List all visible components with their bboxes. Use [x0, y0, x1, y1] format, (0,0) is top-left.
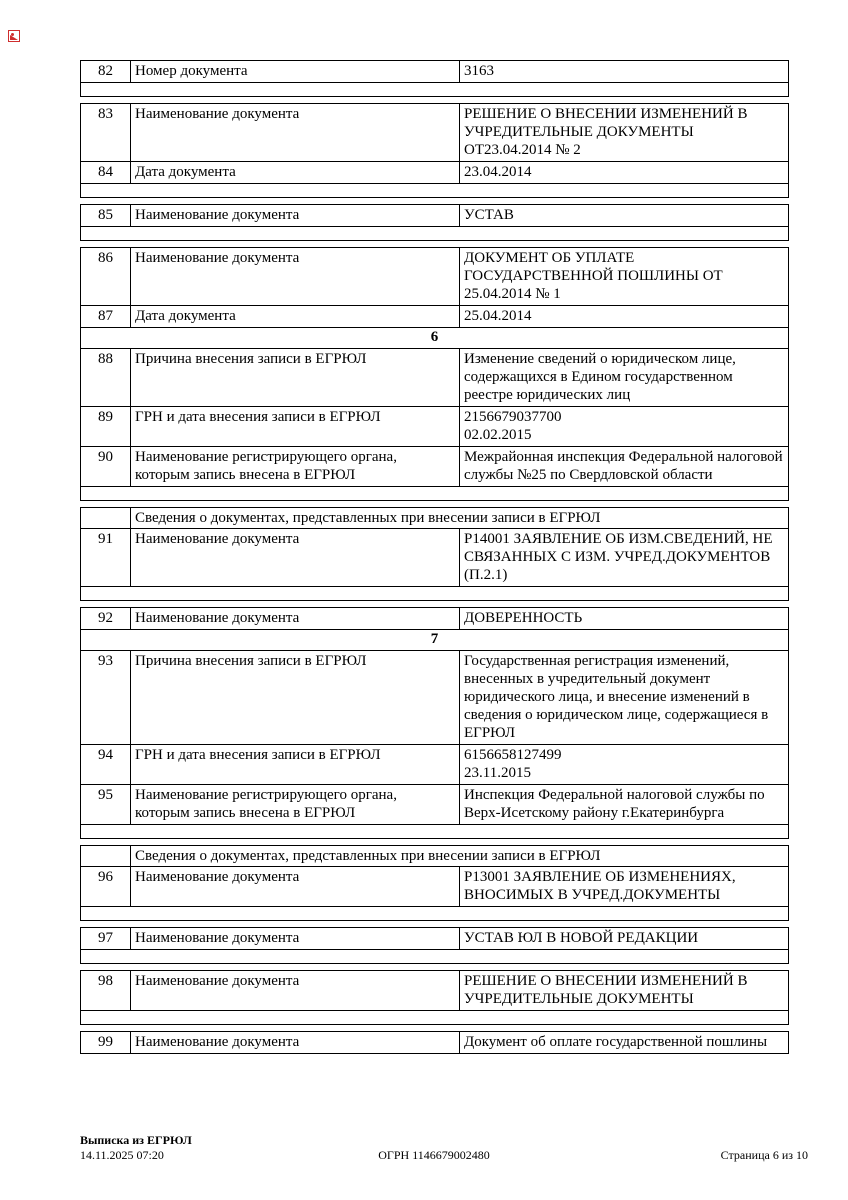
table-block — [80, 927, 789, 964]
row-label: Наименование документа — [131, 971, 460, 1011]
row-number: 83 — [81, 104, 131, 162]
table-row — [81, 1032, 789, 1054]
row-label: Дата документа — [131, 162, 460, 184]
row-value: Р13001 ЗАЯВЛЕНИЕ ОБ ИЗМЕНЕНИЯХ, ВНОСИМЫХ В УЧРЕД.ДОКУМЕНТЫ — [460, 867, 789, 907]
empty-cell — [81, 508, 131, 529]
row-number: 88 — [81, 349, 131, 407]
row-label: Номер документа — [131, 61, 460, 83]
table-row — [81, 867, 789, 907]
section-number-row — [81, 630, 789, 651]
row-value: Р14001 ЗАЯВЛЕНИЕ ОБ ИЗМ.СВЕДЕНИЙ, НЕ СВЯЗАННЫХ С ИЗМ. УЧРЕД.ДОКУМЕНТОВ (П.2.1) — [460, 529, 789, 587]
row-number: 85 — [81, 205, 131, 227]
row-value: УСТАВ ЮЛ В НОВОЙ РЕДАКЦИИ — [460, 928, 789, 950]
empty-cell — [81, 846, 131, 867]
row-label: ГРН и дата внесения записи в ЕГРЮЛ — [131, 745, 460, 785]
grn-value: 2156679037700 — [464, 409, 562, 425]
row-value: РЕШЕНИЕ О ВНЕСЕНИИ ИЗМЕНЕНИЙ В УЧРЕДИТЕЛЬНЫЕ ДОКУМЕНТЫ — [460, 971, 789, 1011]
table-row — [81, 349, 789, 407]
section-number: 6 — [81, 328, 789, 349]
row-label: Дата документа — [131, 306, 460, 328]
spacer-row — [81, 907, 789, 921]
table-block — [80, 103, 789, 198]
row-value: 25.04.2014 — [460, 306, 789, 328]
row-label: Наименование документа — [131, 928, 460, 950]
row-number: 94 — [81, 745, 131, 785]
row-value: Государственная регистрация изменений, внесенных в учредительный документ юридического лица, и внесение изменений в сведения о юридическом лице, содержащиеся в ЕГРЮЛ — [460, 651, 789, 745]
row-value: ДОКУМЕНТ ОБ УПЛАТЕ ГОСУДАРСТВЕННОЙ ПОШЛИНЫ ОТ 25.04.2014 № 1 — [460, 248, 789, 306]
spacer-row — [81, 487, 789, 501]
table-row — [81, 447, 789, 487]
table-row — [81, 407, 789, 447]
row-number: 99 — [81, 1032, 131, 1054]
table-block — [80, 1031, 789, 1054]
row-label: Причина внесения записи в ЕГРЮЛ — [131, 651, 460, 745]
row-value — [460, 745, 789, 785]
row-label: Наименование регистрирующего органа, которым запись внесена в ЕГРЮЛ — [131, 785, 460, 825]
table-block — [80, 845, 789, 921]
row-label: Наименование документа — [131, 529, 460, 587]
table-row — [81, 651, 789, 745]
row-number: 91 — [81, 529, 131, 587]
table-row — [81, 61, 789, 83]
footer-timestamp: 14.11.2025 07:20 — [80, 1148, 164, 1162]
docs-header-row — [81, 508, 789, 529]
row-value: Межрайонная инспекция Федеральной налоговой службы №25 по Свердловской области — [460, 447, 789, 487]
row-value: 23.04.2014 — [460, 162, 789, 184]
table-block — [80, 607, 789, 839]
row-label: Причина внесения записи в ЕГРЮЛ — [131, 349, 460, 407]
footer-page-number: Страница 6 из 10 — [720, 1148, 808, 1162]
docs-header-text: Сведения о документах, представленных при внесении записи в ЕГРЮЛ — [131, 846, 789, 867]
row-value: ДОВЕРЕННОСТЬ — [460, 608, 789, 630]
grn-value: 6156658127499 — [464, 747, 562, 763]
row-value: Инспекция Федеральной налоговой службы по Верх-Исетскому району г.Екатеринбурга — [460, 785, 789, 825]
row-label: Наименование документа — [131, 1032, 460, 1054]
spacer-row — [81, 825, 789, 839]
row-value: Изменение сведений о юридическом лице, содержащихся в Едином государственном реестре юридических лиц — [460, 349, 789, 407]
section-number: 7 — [81, 630, 789, 651]
table-row — [81, 162, 789, 184]
table-row — [81, 745, 789, 785]
table-block — [80, 247, 789, 501]
footer-doc-title: Выписка из ЕГРЮЛ — [80, 1133, 192, 1147]
row-number: 86 — [81, 248, 131, 306]
table-row — [81, 971, 789, 1011]
row-label: Наименование документа — [131, 248, 460, 306]
row-label: Наименование документа — [131, 104, 460, 162]
docs-header-row — [81, 846, 789, 867]
table-row — [81, 529, 789, 587]
table-block — [80, 507, 789, 601]
grn-date: 02.02.2015 — [464, 427, 532, 443]
table-row — [81, 785, 789, 825]
row-number: 98 — [81, 971, 131, 1011]
table-row — [81, 306, 789, 328]
row-value: Документ об оплате государственной пошлины — [460, 1032, 789, 1054]
table-row — [81, 608, 789, 630]
red-marker-icon — [8, 30, 20, 42]
row-value: 3163 — [460, 61, 789, 83]
table-row — [81, 205, 789, 227]
row-label: Наименование регистрирующего органа, которым запись внесена в ЕГРЮЛ — [131, 447, 460, 487]
row-number: 96 — [81, 867, 131, 907]
docs-header-text: Сведения о документах, представленных при внесении записи в ЕГРЮЛ — [131, 508, 789, 529]
table-block — [80, 60, 789, 97]
spacer-row — [81, 227, 789, 241]
row-label: Наименование документа — [131, 205, 460, 227]
table-row — [81, 104, 789, 162]
row-value: РЕШЕНИЕ О ВНЕСЕНИИ ИЗМЕНЕНИЙ В УЧРЕДИТЕЛЬНЫЕ ДОКУМЕНТЫ ОТ23.04.2014 № 2 — [460, 104, 789, 162]
table-block — [80, 204, 789, 241]
row-number: 84 — [81, 162, 131, 184]
row-number: 90 — [81, 447, 131, 487]
grn-date: 23.11.2015 — [464, 765, 531, 781]
table-row — [81, 928, 789, 950]
egrul-table — [80, 60, 788, 1060]
row-value: УСТАВ — [460, 205, 789, 227]
table-block — [80, 970, 789, 1025]
spacer-row — [81, 184, 789, 198]
row-label: ГРН и дата внесения записи в ЕГРЮЛ — [131, 407, 460, 447]
spacer-row — [81, 83, 789, 97]
section-number-row — [81, 328, 789, 349]
spacer-row — [81, 950, 789, 964]
spacer-row — [81, 587, 789, 601]
row-value — [460, 407, 789, 447]
footer-ogrn: ОГРН 1146679002480 — [378, 1148, 490, 1162]
row-number: 95 — [81, 785, 131, 825]
row-number: 93 — [81, 651, 131, 745]
row-number: 87 — [81, 306, 131, 328]
spacer-row — [81, 1011, 789, 1025]
table-row — [81, 248, 789, 306]
row-label: Наименование документа — [131, 867, 460, 907]
row-number: 89 — [81, 407, 131, 447]
row-number: 92 — [81, 608, 131, 630]
row-number: 97 — [81, 928, 131, 950]
row-number: 82 — [81, 61, 131, 83]
row-label: Наименование документа — [131, 608, 460, 630]
